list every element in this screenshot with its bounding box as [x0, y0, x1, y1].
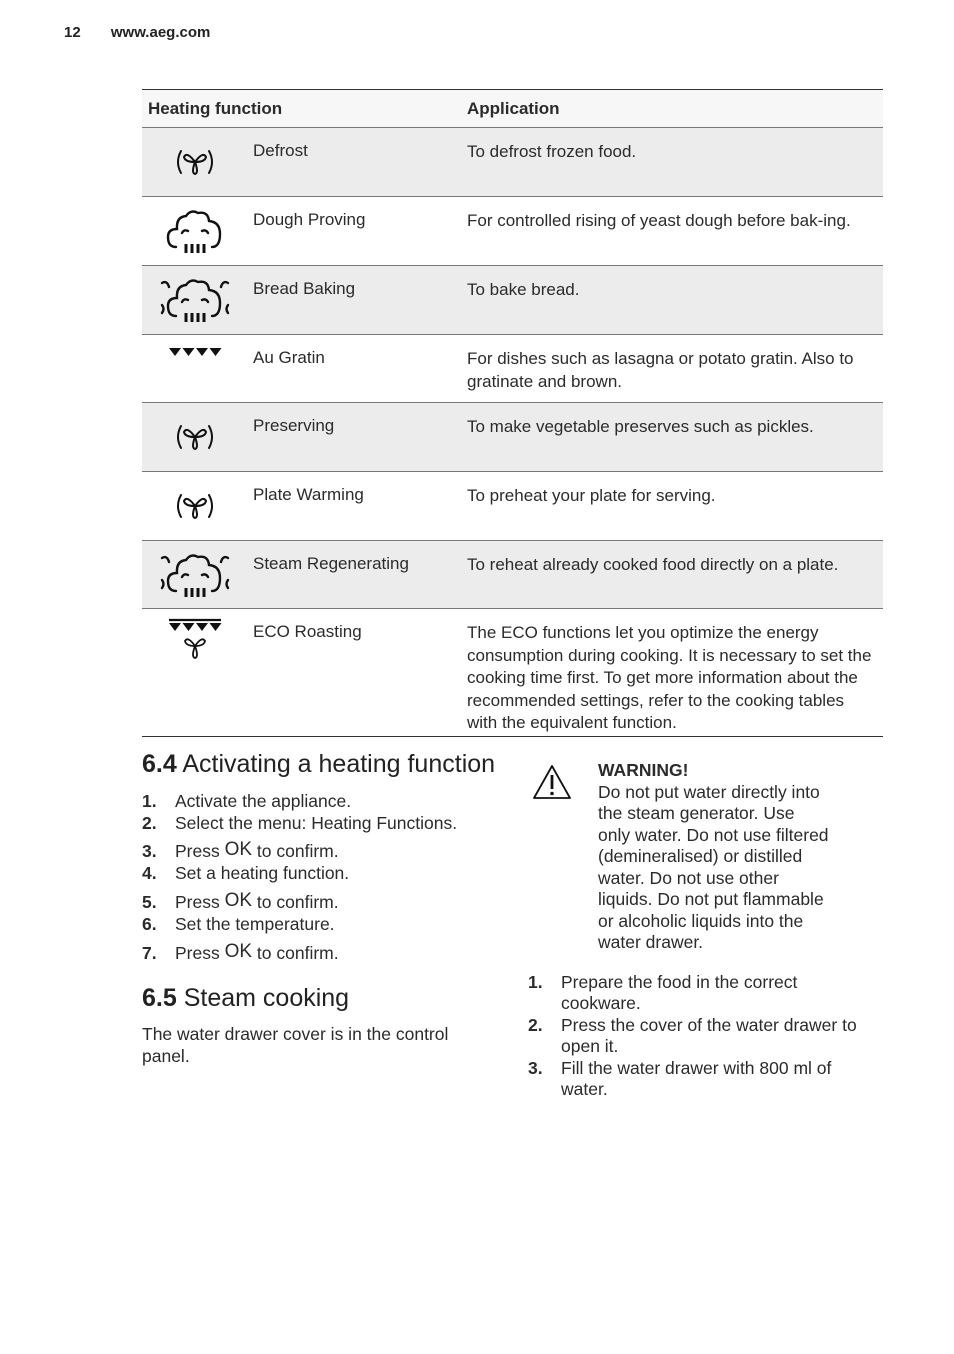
ok-icon: OK — [224, 890, 253, 911]
steam-cooking-intro: The water drawer cover is in the control panel. — [142, 1024, 449, 1066]
section-heading-6-4: 6.4 Activating a heating function — [142, 750, 496, 778]
list-item: 7. Press OK to confirm. — [142, 941, 339, 963]
list-item: 6. Set the temperature. — [142, 914, 335, 934]
function-name: Steam Regenerating — [247, 541, 461, 609]
left-column — [142, 750, 502, 1067]
function-name: ECO Roasting — [247, 609, 461, 737]
list-item: 3. Fill the water drawer with 800 ml of water. — [528, 1057, 832, 1099]
warning-box — [528, 760, 878, 954]
table-row — [142, 403, 883, 472]
warning-text: Do not put water directly into the steam generator. Use only water. Do not use filtered (demineralised) or distilled water. Do not use other liquids. Do not put flammable or alcoholic liquids into the water drawer. — [598, 781, 829, 952]
function-application: The ECO functions let you optimize the energy consumption during cooking. It is necessary to set the cooking time first. To get more information about the recommended settings, refer to the cooking tables with the equivalent function. — [461, 609, 883, 737]
fan-icon — [142, 403, 247, 472]
page-number: 12 — [64, 24, 81, 41]
steam-cloud-full-icon — [142, 266, 247, 335]
table-row — [142, 266, 883, 335]
table-row — [142, 197, 883, 266]
fan-icon — [142, 128, 247, 197]
ok-icon: OK — [224, 941, 253, 962]
fan-icon — [142, 472, 247, 541]
function-application: To bake bread. — [461, 266, 883, 335]
warning-title: WARNING! — [598, 760, 689, 780]
table-row — [142, 128, 883, 197]
ok-icon: OK — [224, 839, 253, 860]
website-url: www.aeg.com — [110, 24, 211, 41]
list-item: 1. Activate the appliance. — [142, 791, 352, 811]
function-name: Preserving — [247, 403, 461, 472]
table-row — [142, 472, 883, 541]
heating-functions-table — [142, 89, 883, 737]
steam-steps-list — [528, 972, 878, 1101]
warning-triangle-icon — [532, 764, 572, 806]
list-item: 3. Press OK to confirm. — [142, 839, 339, 861]
function-application: To reheat already cooked food directly on a plate. — [461, 541, 883, 609]
grill-icon — [142, 335, 247, 403]
list-item: 5. Press OK to confirm. — [142, 890, 339, 912]
function-application: To make vegetable preserves such as pickles. — [461, 403, 883, 472]
column-header-heating-function: Heating function — [142, 90, 461, 128]
function-application: For controlled rising of yeast dough before bak-ing. — [461, 197, 883, 266]
table-header-row — [142, 90, 883, 128]
function-application: To defrost frozen food. — [461, 128, 883, 197]
page-header — [64, 24, 210, 41]
activation-steps-list — [142, 790, 502, 964]
eco-roasting-icon — [142, 609, 247, 737]
table-row — [142, 335, 883, 403]
function-name: Plate Warming — [247, 472, 461, 541]
list-item: 4. Set a heating function. — [142, 863, 350, 883]
section-heading-6-5: 6.5 Steam cooking — [142, 984, 350, 1012]
list-item: 1. Prepare the food in the correct cookware. — [528, 971, 798, 1013]
function-application: To preheat your plate for serving. — [461, 472, 883, 541]
function-name: Dough Proving — [247, 197, 461, 266]
function-application: For dishes such as lasagna or potato gratin. Also to gratinate and brown. — [461, 335, 883, 403]
steam-cloud-full-icon — [142, 541, 247, 609]
right-column — [528, 760, 878, 1101]
function-name: Bread Baking — [247, 266, 461, 335]
function-name: Au Gratin — [247, 335, 461, 403]
table-row — [142, 541, 883, 609]
table-row — [142, 609, 883, 737]
list-item: 2. Press the cover of the water drawer to open it. — [528, 1014, 857, 1056]
list-item: 2. Select the menu: Heating Functions. — [142, 813, 458, 833]
column-header-application: Application — [461, 90, 883, 128]
steam-cloud-icon — [142, 197, 247, 266]
function-name: Defrost — [247, 128, 461, 197]
